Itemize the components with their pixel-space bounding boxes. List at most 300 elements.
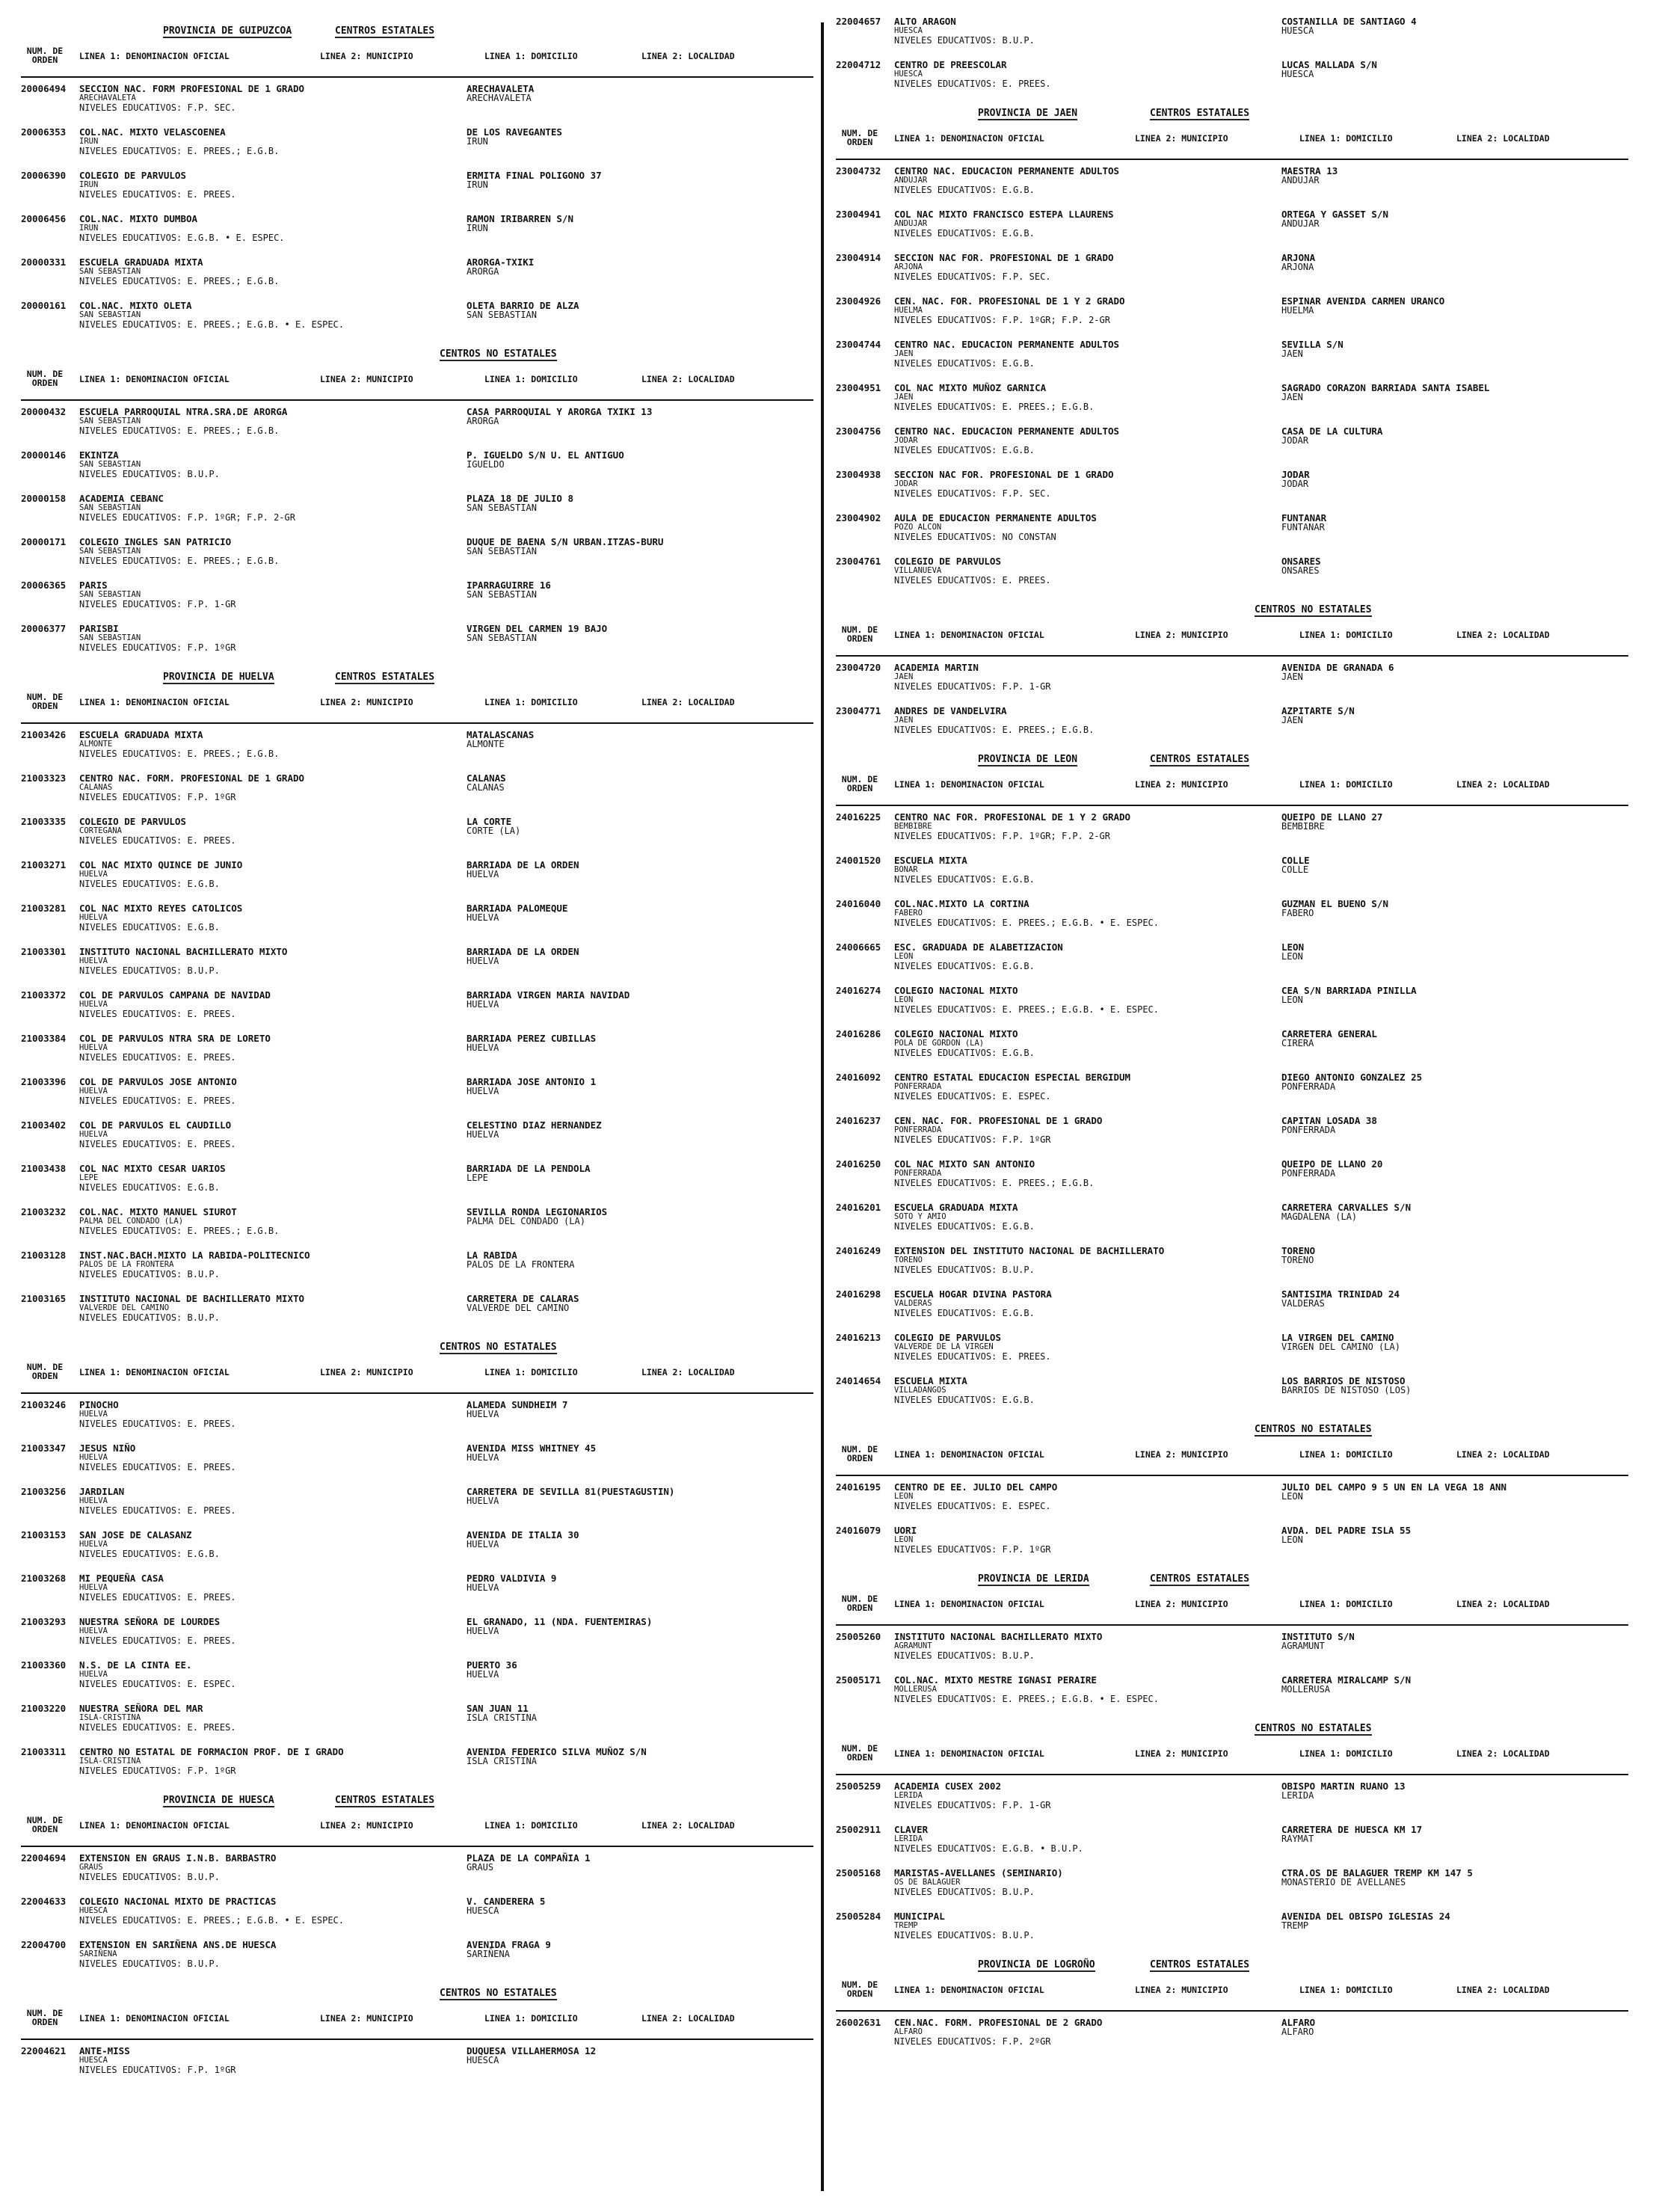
entry-right (1281, 1482, 1625, 1502)
entry-domicilio: DUQUESA VILLAHERMOSA 12 (467, 2045, 597, 2056)
entry-domicilio: CARRETERA CARVALLES S/N (1281, 1202, 1412, 1213)
entry-localidad: SAN SEBASTIAN (467, 503, 537, 513)
entry-code: 21003360 (21, 1659, 67, 1671)
province-title: PROVINCIA DE LEON (978, 754, 1078, 765)
entry-right (467, 1120, 810, 1140)
entry-row (21, 1033, 813, 1072)
entry-row (836, 296, 1628, 335)
entry-row (836, 1072, 1628, 1111)
entry-municipio: HUESCA (79, 2056, 108, 2065)
entry-niveles: NIVELES EDUCATIVOS: B.U.P. (894, 1265, 1035, 1275)
entry-left (79, 1853, 468, 1882)
entry-localidad: PALMA DEL CONDADO (LA) (467, 1216, 585, 1226)
header-line1-dom: LINEA 1: DOMICILIO (484, 374, 578, 384)
entry-right (467, 1077, 810, 1096)
section-banner (21, 667, 813, 689)
entry-municipio: HUELVA (79, 1043, 108, 1052)
entry-localidad: LEON (1281, 951, 1303, 962)
entry-row (836, 899, 1628, 938)
header-line2-mun: LINEA 2: MUNICIPIO (1135, 133, 1228, 144)
entry-code: 21003268 (21, 1573, 67, 1584)
entry-municipio: JAEN (894, 672, 914, 681)
entry-domicilio: ARECHAVALETA (467, 83, 535, 94)
entry-left (894, 2018, 1283, 2047)
header-num: NUM. DE ORDEN (841, 1594, 878, 1613)
entry-row (21, 1530, 813, 1569)
entry-code: 20006390 (21, 170, 67, 181)
entry-name: ESCUELA HOGAR DIVINA PASTORA (894, 1288, 1052, 1300)
centros-type: CENTROS ESTATALES (1150, 1573, 1250, 1585)
entry-niveles: NIVELES EDUCATIVOS: E. PREES. (79, 1635, 236, 1646)
entry-code: 25005168 (836, 1867, 881, 1878)
entry-domicilio: ERMITA FINAL POLIGONO 37 (467, 170, 602, 181)
entry-left (79, 1660, 468, 1689)
entry-row (836, 1632, 1628, 1671)
header-line2-loc: LINEA 2: LOCALIDAD (641, 1367, 735, 1377)
entry-niveles: NIVELES EDUCATIVOS: F.P. 1-GR (894, 1800, 1051, 1810)
entry-name: ALTO ARAGON (894, 16, 956, 27)
entry-municipio: ALFARO (894, 2027, 923, 2036)
entry-niveles: NIVELES EDUCATIVOS: B.U.P. (894, 1887, 1035, 1897)
entry-left (894, 1116, 1283, 1145)
header-num: NUM. DE ORDEN (841, 624, 878, 644)
entry-code: 21003426 (21, 729, 67, 740)
entry-row (836, 16, 1628, 55)
section-banner (836, 103, 1628, 126)
entry-code: 21003271 (21, 859, 67, 870)
entry-name: COLEGIO DE PARVULOS (79, 170, 186, 181)
entry-code: 21003323 (21, 772, 67, 784)
entry-code: 23004926 (836, 295, 881, 307)
entry-domicilio: RAMON IRIBARREN S/N (467, 213, 573, 224)
entry-municipio: OS DE BALAGUER (894, 1878, 961, 1887)
entry-name: COLEGIO NACIONAL MIXTO (894, 1028, 1018, 1039)
entry-localidad: PONFERRADA (1281, 1081, 1336, 1092)
entry-left (894, 812, 1283, 841)
entry-niveles: NIVELES EDUCATIVOS: E. PREES.; E.G.B. (79, 276, 280, 286)
header-line1-dom: LINEA 1: DOMICILIO (1299, 630, 1393, 640)
left-column (21, 16, 813, 2200)
entry-right (1281, 166, 1625, 185)
entry-left (894, 16, 1283, 46)
entry-niveles: NIVELES EDUCATIVOS: E. PREES.; E.G.B. (894, 1178, 1095, 1188)
entry-niveles: NIVELES EDUCATIVOS: E.G.B. • B.U.P. (894, 1843, 1083, 1854)
entry-name: COLEGIO NACIONAL MIXTO DE PRACTICAS (79, 1896, 277, 1907)
header-num: NUM. DE ORDEN (26, 46, 64, 65)
entry-right (467, 170, 810, 190)
entry-right (1281, 16, 1625, 36)
entry-domicilio: SANTISIMA TRINIDAD 24 (1281, 1288, 1400, 1300)
entry-left (894, 1632, 1283, 1661)
column-header (836, 622, 1628, 657)
header-line2-mun: LINEA 2: MUNICIPIO (320, 1367, 413, 1377)
entry-row (836, 1246, 1628, 1285)
entry-municipio: CORTEGANA (79, 826, 122, 835)
header-num: NUM. DE ORDEN (841, 1743, 878, 1763)
entry-row (21, 1487, 813, 1526)
entry-right (467, 450, 810, 470)
section-banner (836, 1569, 1628, 1591)
column-header (21, 2006, 813, 2040)
entry-right (467, 301, 810, 320)
entry-municipio: LEON (894, 1492, 914, 1501)
entry-niveles: NIVELES EDUCATIVOS: E. PREES.; E.G.B. • E. ESPEC. (894, 1694, 1160, 1704)
entry-niveles: NIVELES EDUCATIVOS: B.U.P. (79, 1269, 220, 1279)
entry-left (79, 903, 468, 933)
entry-left (79, 1443, 468, 1472)
entry-name: ACADEMIA MARTIN (894, 662, 979, 673)
entry-right (467, 407, 810, 426)
entry-right (1281, 1072, 1625, 1092)
entry-row (21, 860, 813, 899)
entry-localidad: VIRGEN DEL CAMINO (LA) (1281, 1342, 1400, 1352)
entry-code: 22004694 (21, 1852, 67, 1864)
entry-municipio: VILLADANGOS (894, 1386, 946, 1395)
entry-name: COL DE PARVULOS NTRA SRA DE LORETO (79, 1033, 271, 1044)
entry-row (21, 1250, 813, 1289)
entry-code: 21003165 (21, 1293, 67, 1304)
entry-domicilio: QUEIPO DE LLANO 20 (1281, 1158, 1383, 1170)
entry-municipio: LEPE (79, 1173, 99, 1182)
entry-municipio: HUELVA (79, 1540, 108, 1549)
entry-localidad: BARRIOS DE NISTOSO (LOS) (1281, 1385, 1412, 1395)
entry-name: EXTENSION DEL INSTITUTO NACIONAL DE BACHILLERATO (894, 1245, 1165, 1256)
entry-domicilio: AVENIDA FRAGA 9 (467, 1939, 551, 1950)
column-header (836, 1591, 1628, 1626)
entry-right (467, 1164, 810, 1183)
entry-left (79, 730, 468, 759)
entry-localidad: TREMP (1281, 1920, 1309, 1931)
entry-municipio: HUELVA (79, 1453, 108, 1462)
entry-localidad: JODAR (1281, 435, 1309, 446)
centros-type: CENTROS NO ESTATALES (1255, 1723, 1372, 1734)
entry-row (21, 903, 813, 942)
centros-type: CENTROS NO ESTATALES (440, 1988, 557, 1999)
entry-localidad: JAEN (1281, 392, 1303, 402)
entry-localidad: IRUN (467, 179, 488, 190)
entry-code: 20000331 (21, 256, 67, 268)
entry-left (894, 1482, 1283, 1511)
section-banner (836, 1419, 1628, 1442)
entry-domicilio: CASA DE LA CULTURA (1281, 425, 1383, 437)
entry-code: 25005171 (836, 1674, 881, 1686)
entry-niveles: NIVELES EDUCATIVOS: E.G.B. (894, 445, 1035, 455)
entry-row (21, 1853, 813, 1892)
entry-domicilio: OLETA BARRIO DE ALZA (467, 300, 579, 311)
entry-niveles: NIVELES EDUCATIVOS: E. PREES. (79, 1505, 236, 1516)
entry-municipio: HUELVA (79, 1583, 108, 1592)
entry-right (1281, 253, 1625, 272)
entry-left (79, 1120, 468, 1149)
entry-code: 21003402 (21, 1119, 67, 1131)
entry-municipio: HUESCA (894, 26, 923, 35)
entry-niveles: NIVELES EDUCATIVOS: B.U.P. (79, 469, 220, 479)
header-line2-loc: LINEA 2: LOCALIDAD (1456, 133, 1550, 144)
entry-row (21, 1443, 813, 1482)
header-num: NUM. DE ORDEN (841, 1444, 878, 1463)
header-line1-dom: LINEA 1: DOMICILIO (484, 697, 578, 707)
entry-left (79, 1617, 468, 1646)
entry-domicilio: BARRIADA PEREZ CUBILLAS (467, 1033, 597, 1044)
entry-left (894, 1333, 1283, 1362)
centros-type: CENTROS ESTATALES (1150, 1959, 1250, 1970)
entry-right (1281, 470, 1625, 489)
entry-municipio: JAEN (894, 393, 914, 402)
entry-name: CEN. NAC. FOR. PROFESIONAL DE 1 GRADO (894, 1115, 1103, 1126)
entry-domicilio: AZPITARTE S/N (1281, 705, 1355, 716)
entry-row (836, 556, 1628, 595)
entry-right (1281, 855, 1625, 875)
entry-left (894, 855, 1283, 885)
entry-municipio: JODAR (894, 436, 918, 445)
entry-localidad: LEON (1281, 995, 1303, 1005)
entry-municipio: VILLANUEVA (894, 566, 942, 575)
entry-left (894, 706, 1283, 735)
entry-code: 23004938 (836, 469, 881, 480)
entry-right (467, 1617, 810, 1636)
header-line2-loc: LINEA 2: LOCALIDAD (641, 374, 735, 384)
entry-niveles: NIVELES EDUCATIVOS: F.P. 1ºGR (894, 1134, 1051, 1145)
entry-left (79, 84, 468, 113)
entry-niveles: NIVELES EDUCATIVOS: E. PREES.; E.G.B. (79, 146, 280, 156)
entry-municipio: HUELVA (79, 1000, 108, 1009)
entry-right (467, 1033, 810, 1053)
entry-niveles: NIVELES EDUCATIVOS: E. PREES. (894, 1351, 1051, 1362)
entry-domicilio: DUQUE DE BAENA S/N URBAN.ITZAS-BURU (467, 536, 664, 547)
entry-municipio: PONFERRADA (894, 1082, 942, 1091)
entry-domicilio: JULIO DEL CAMPO 9 5 UN EN LA VEGA 18 ANN (1281, 1481, 1507, 1493)
column-header (836, 126, 1628, 160)
entry-niveles: NIVELES EDUCATIVOS: E. PREES. (79, 1096, 236, 1106)
centros-type: CENTROS ESTATALES (1150, 754, 1250, 765)
header-line1-name: LINEA 1: DENOMINACION OFICIAL (79, 1367, 230, 1377)
header-num: NUM. DE ORDEN (26, 2008, 64, 2027)
entry-code: 24016249 (836, 1245, 881, 1256)
header-line2-mun: LINEA 2: MUNICIPIO (1135, 1599, 1228, 1609)
entry-municipio: SAN SEBASTIAN (79, 633, 141, 642)
header-line1-name: LINEA 1: DENOMINACION OFICIAL (79, 374, 230, 384)
entry-municipio: SAN SEBASTIAN (79, 267, 141, 276)
entry-right (1281, 812, 1625, 832)
entry-code: 23004720 (836, 662, 881, 673)
header-line2-loc: LINEA 2: LOCALIDAD (1456, 1449, 1550, 1460)
entry-left (79, 1530, 468, 1559)
entry-row (836, 942, 1628, 981)
entry-row (21, 407, 813, 446)
header-line1-dom: LINEA 1: DOMICILIO (484, 51, 578, 61)
entry-right (1281, 1376, 1625, 1395)
entry-code: 24016201 (836, 1202, 881, 1213)
entry-localidad: ANDUJAR (1281, 218, 1320, 229)
entry-niveles: NIVELES EDUCATIVOS: E. PREES.; E.G.B. • E. ESPEC. (894, 1004, 1160, 1015)
entry-row (836, 1029, 1628, 1068)
entry-municipio: AGRAMUNT (894, 1641, 932, 1650)
section-banner (836, 600, 1628, 622)
entry-code: 21003384 (21, 1033, 67, 1044)
entry-left (79, 127, 468, 156)
entry-left (79, 1940, 468, 1969)
entry-row (21, 1120, 813, 1159)
entry-right (467, 1250, 810, 1270)
header-line2-mun: LINEA 2: MUNICIPIO (1135, 1449, 1228, 1460)
entry-domicilio: AVENIDA FEDERICO SILVA MUÑOZ S/N (467, 1746, 647, 1757)
entry-code: 24016079 (836, 1525, 881, 1536)
entry-row (836, 663, 1628, 701)
entry-code: 24014654 (836, 1375, 881, 1386)
entry-left (79, 990, 468, 1019)
header-line1-name: LINEA 1: DENOMINACION OFICIAL (79, 51, 230, 61)
entry-domicilio: PLAZA DE LA COMPAÑIA 1 (467, 1852, 591, 1864)
entry-niveles: NIVELES EDUCATIVOS: B.U.P. (894, 35, 1035, 46)
entry-municipio: PALOS DE LA FRONTERA (79, 1260, 174, 1269)
entry-left (79, 1703, 468, 1733)
entry-right (1281, 1868, 1625, 1887)
entry-niveles: NIVELES EDUCATIVOS: E.G.B. (894, 961, 1035, 971)
entry-name: COL.NAC.MIXTO LA CORTINA (894, 898, 1029, 909)
entry-code: 20000146 (21, 449, 67, 461)
entry-left (79, 1033, 468, 1063)
entry-name: MI PEQUEÑA CASA (79, 1573, 164, 1584)
entry-name: ESCUELA PARROQUIAL NTRA.SRA.DE ARORGA (79, 406, 288, 417)
header-line2-mun: LINEA 2: MUNICIPIO (1135, 630, 1228, 640)
entry-left (894, 426, 1283, 455)
entry-domicilio: PEDRO VALDIVIA 9 (467, 1573, 557, 1584)
entry-domicilio: CARRETERA DE HUESCA KM 17 (1281, 1824, 1423, 1835)
section-banner (21, 1983, 813, 2006)
entry-niveles: NIVELES EDUCATIVOS: E. PREES.; E.G.B. • E. ESPEC. (79, 319, 345, 330)
entry-code: 24016298 (836, 1288, 881, 1300)
entry-localidad: SAN SEBASTIAN (467, 310, 537, 320)
entry-localidad: HUELVA (467, 869, 499, 879)
header-line1-name: LINEA 1: DENOMINACION OFICIAL (79, 2013, 230, 2024)
entry-right (467, 947, 810, 966)
entry-row (836, 706, 1628, 745)
entry-code: 21003293 (21, 1616, 67, 1627)
entry-niveles: NIVELES EDUCATIVOS: E. PREES. (894, 575, 1051, 586)
entry-row (21, 537, 813, 576)
header-line2-mun: LINEA 2: MUNICIPIO (320, 2013, 413, 2024)
entry-code: 25005260 (836, 1631, 881, 1642)
entry-right (1281, 1526, 1625, 1545)
entry-niveles: NIVELES EDUCATIVOS: E.G.B. (894, 1395, 1035, 1405)
entry-right (467, 860, 810, 879)
entry-domicilio: LA RABIDA (467, 1250, 517, 1261)
entry-code: 23004941 (836, 209, 881, 220)
header-line2-loc: LINEA 2: LOCALIDAD (1456, 779, 1550, 790)
entry-domicilio: BARRIADA JOSE ANTONIO 1 (467, 1076, 597, 1087)
header-line2-loc: LINEA 2: LOCALIDAD (641, 2013, 735, 2024)
entry-code: 24016286 (836, 1028, 881, 1039)
entry-localidad: LEON (1281, 1534, 1303, 1545)
entry-domicilio: MATALASCANAS (467, 729, 535, 740)
entry-row (21, 257, 813, 296)
entry-row (21, 1617, 813, 1656)
entry-row (836, 986, 1628, 1024)
entry-niveles: NIVELES EDUCATIVOS: E. PREES. (79, 1462, 236, 1472)
entry-municipio: SAN SEBASTIAN (79, 590, 141, 599)
header-line2-mun: LINEA 2: MUNICIPIO (1135, 779, 1228, 790)
entry-municipio: LEON (894, 1535, 914, 1544)
entry-domicilio: CARRETERA GENERAL (1281, 1028, 1377, 1039)
entry-localidad: CALANAS (467, 782, 505, 793)
entry-niveles: NIVELES EDUCATIVOS: E. PREES.; E.G.B. (79, 1226, 280, 1236)
entry-row (836, 513, 1628, 552)
column-header (21, 689, 813, 724)
entry-name: COL.NAC. MIXTO VELASCOENEA (79, 126, 226, 138)
entry-name: COL NAC MIXTO FRANCISCO ESTEPA LLAURENS (894, 209, 1114, 220)
entry-domicilio: CARRETERA MIRALCAMP S/N (1281, 1674, 1412, 1686)
header-num: NUM. DE ORDEN (26, 1362, 64, 1381)
entry-municipio: ALMONTE (79, 740, 113, 749)
entry-right (1281, 986, 1625, 1005)
entry-localidad: SAN SEBASTIAN (467, 589, 537, 600)
entry-domicilio: CARRETERA DE SEVILLA 81(PUESTAGUSTIN) (467, 1486, 675, 1497)
entry-left (79, 301, 468, 330)
entry-domicilio: GUZMAN EL BUENO S/N (1281, 898, 1388, 909)
entry-domicilio: V. CANDERERA 5 (467, 1896, 546, 1907)
entry-localidad: MOLLERUSA (1281, 1684, 1331, 1695)
header-num: NUM. DE ORDEN (841, 128, 878, 147)
entry-left (79, 1896, 468, 1926)
entry-right (1281, 1333, 1625, 1352)
entry-code: 23004761 (836, 556, 881, 567)
entry-domicilio: CAPITAN LOSADA 38 (1281, 1115, 1377, 1126)
entry-domicilio: AVENIDA DE ITALIA 30 (467, 1529, 579, 1540)
entry-right (1281, 340, 1625, 359)
entry-domicilio: COSTANILLA DE SANTIAGO 4 (1281, 16, 1417, 27)
entry-domicilio: EL GRANADO, 11 (NDA. FUENTEMIRAS) (467, 1616, 653, 1627)
entry-niveles: NIVELES EDUCATIVOS: E.G.B. (79, 1549, 220, 1559)
entry-code: 21003335 (21, 816, 67, 827)
entry-code: 22004700 (21, 1939, 67, 1950)
entry-row (836, 1526, 1628, 1564)
entry-left (79, 407, 468, 436)
entry-right (1281, 1632, 1625, 1651)
entry-left (894, 986, 1283, 1015)
entry-right (467, 1853, 810, 1872)
entry-domicilio: OBISPO MARTIN RUANO 13 (1281, 1781, 1406, 1792)
entry-domicilio: CALANAS (467, 772, 506, 784)
entry-niveles: NIVELES EDUCATIVOS: E. PREES. (79, 1419, 236, 1429)
entry-niveles: NIVELES EDUCATIVOS: E. PREES. (79, 1139, 236, 1149)
entry-localidad: HUELVA (467, 1626, 499, 1636)
entry-left (79, 1747, 468, 1776)
entry-municipio: HUELVA (79, 913, 108, 922)
entry-niveles: NIVELES EDUCATIVOS: F.P. SEC. (894, 271, 1051, 282)
entry-localidad: HUELVA (467, 956, 499, 966)
entry-municipio: VALDERAS (894, 1299, 932, 1308)
entry-code: 24016040 (836, 898, 881, 909)
entry-municipio: HUELVA (79, 956, 108, 965)
entry-row (21, 2046, 813, 2085)
entry-localidad: IRUN (467, 223, 488, 233)
entry-municipio: CALANAS (79, 783, 113, 792)
entry-code: 21003372 (21, 989, 67, 1001)
entry-code: 20006494 (21, 83, 67, 94)
entry-name: CENTRO ESTATAL EDUCACION ESPECIAL BERGIDUM (894, 1072, 1131, 1083)
entry-row (21, 1896, 813, 1935)
entry-row (21, 580, 813, 619)
entry-code: 24016225 (836, 811, 881, 823)
entry-row (21, 1077, 813, 1116)
entry-code: 21003220 (21, 1703, 67, 1714)
centros-type: CENTROS NO ESTATALES (440, 1342, 557, 1353)
header-line2-loc: LINEA 2: LOCALIDAD (1456, 630, 1550, 640)
entry-row (836, 60, 1628, 99)
entry-localidad: HUELVA (467, 999, 499, 1010)
entry-niveles: NIVELES EDUCATIVOS: F.P. 1ºGR; F.P. 2-GR (894, 831, 1110, 841)
entry-municipio: SARIÑENA (79, 1950, 117, 1958)
